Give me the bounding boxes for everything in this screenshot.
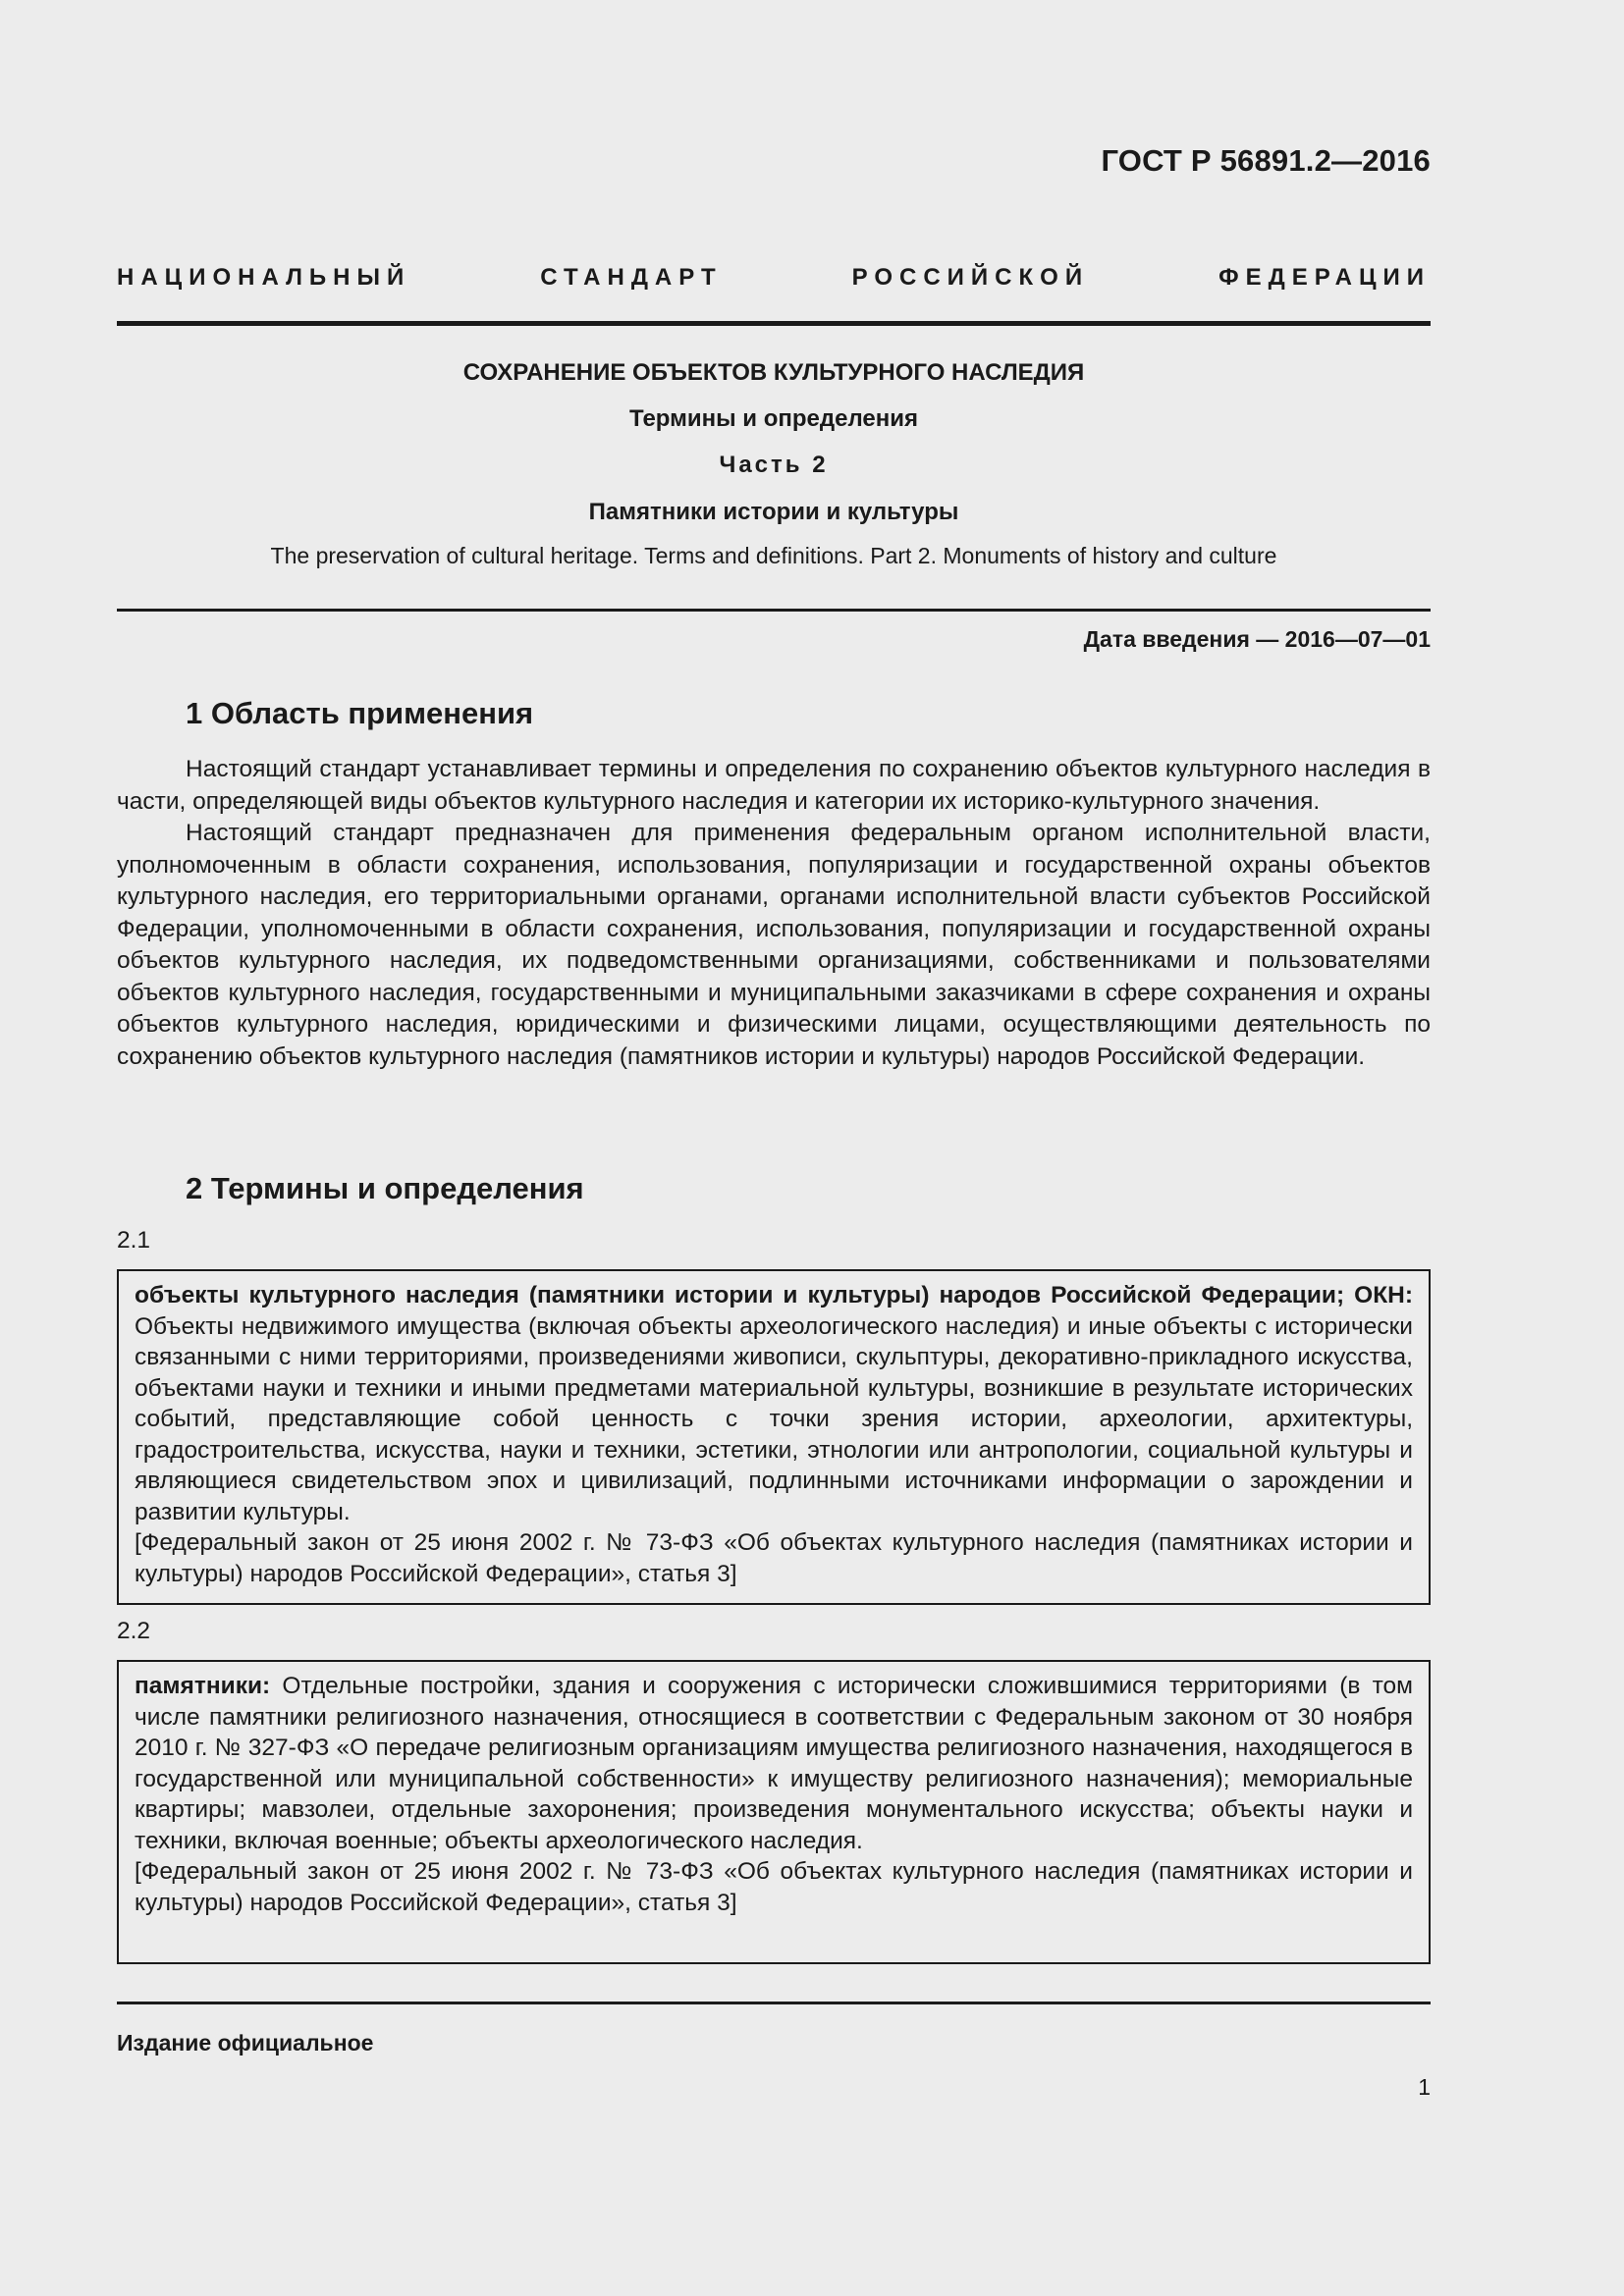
- top-rule: [117, 321, 1431, 326]
- term-name: памятники:: [135, 1673, 271, 1699]
- term-source: [Федеральный закон от 25 июня 2002 г. № 73-ФЗ «Об объектах культурного наследия (памятниках истории и культуры) народов Российской Федерации», статья 3]: [135, 1858, 1413, 1916]
- term-number: 2.1: [117, 1227, 151, 1254]
- introduction-date: Дата введения — 2016—07—01: [1083, 626, 1431, 652]
- term-number: 2.2: [117, 1618, 151, 1644]
- english-title: The preservation of cultural heritage. Terms and definitions. Part 2. Monuments of history and culture: [270, 543, 1277, 568]
- document-title: СОХРАНЕНИЕ ОБЪЕКТОВ КУЛЬТУРНОГО НАСЛЕДИЯ: [462, 359, 1085, 386]
- document-subtitle: Термины и определения: [628, 405, 919, 432]
- footer-rule: [117, 2002, 1431, 2004]
- term-definition-box: [117, 1660, 1431, 1964]
- section-1-body: [117, 754, 1431, 1073]
- term-definition: [135, 1280, 1413, 1527]
- title-bottom-rule: [117, 609, 1431, 612]
- national-standard-heading: НАЦИОНАЛЬНЫЙ СТАНДАРТ РОССИЙСКОЙ ФЕДЕРАЦИИ: [117, 264, 1431, 291]
- document-part: Часть 2: [719, 452, 829, 478]
- section-2-heading: 2 Термины и определения: [186, 1171, 584, 1205]
- term-name: объекты культурного наследия (памятники истории и культуры) народов Российской Федерации; ОКН:: [135, 1282, 1413, 1308]
- term-definition-box: [117, 1269, 1431, 1605]
- term-text: Отдельные постройки, здания и сооружения с исторически сложившимися территориями (в том числе памятники религиозного назначения, относящиеся в соответствии с Федеральным законом от 30 ноября 2010 г. № 327-ФЗ «О передаче религиозным организациям имущества религиозного назначения, находящегося в государственной или муниципальной собственности» к имуществу религиозного назначения); мемориальные квартиры; мавзолеи, отдельные захоронения; произведения монументального искусства; объекты науки и техники, включая военные; объекты археологического наследия.: [135, 1673, 1414, 1854]
- term-source: [Федеральный закон от 25 июня 2002 г. № 73-ФЗ «Об объектах культурного наследия (памятниках истории и культуры) народов Российской Федерации», статья 3]: [135, 1529, 1413, 1587]
- document-part-title: Памятники истории и культуры: [588, 499, 959, 525]
- document-code: ГОСТ Р 56891.2—2016: [1101, 143, 1431, 178]
- section-1-heading: 1 Область применения: [186, 696, 534, 730]
- term-text: Объекты недвижимого имущества (включая объекты археологического наследия) и иные объекты с исторически связанными с ними территориями, произведениями живописи, скульптуры, декоративно-прикладного искусства, объектами науки и техники и иными предметами материальной культуры, возникшие в результате исторических событий, представляющие собой ценность с точки зрения истории, археологии, архитектуры, градостроительства, искусства, науки и техники, эстетики, этнологии или антропологии, социальной культуры и являющиеся свидетельством эпох и цивилизаций, подлинными источниками информации о зарождении и развитии культуры.: [135, 1312, 1413, 1525]
- official-edition-label: Издание официальное: [117, 2030, 374, 2056]
- page-number: 1: [1418, 2074, 1431, 2100]
- section-1-paragraph: Настоящий стандарт предназначен для применения федеральным органом исполнительной власти, уполномоченным в области сохранения, использования, популяризации и государственной охраны объектов культурного наследия, его территориальными органами, органами исполнительной власти субъектов Российской Федерации, уполномоченными в области сохранения, использования, популяризации и государственной охраны объектов культурного наследия, их подведомственными организациями, собственниками и пользователями объектов культурного наследия, государственными и муниципальными заказчиками в сфере сохранения и охраны объектов культурного наследия, юридическими и физическими лицами, осуществляющими деятельность по сохранению объектов культурного наследия (памятников истории и культуры) народов Российской Федерации.: [117, 820, 1431, 1070]
- section-1-paragraph: Настоящий стандарт устанавливает термины и определения по сохранению объектов культурного наследия в части, определяющей виды объектов культурного наследия и категории их историко-культурного значения.: [117, 756, 1431, 815]
- term-definition: [135, 1671, 1413, 1856]
